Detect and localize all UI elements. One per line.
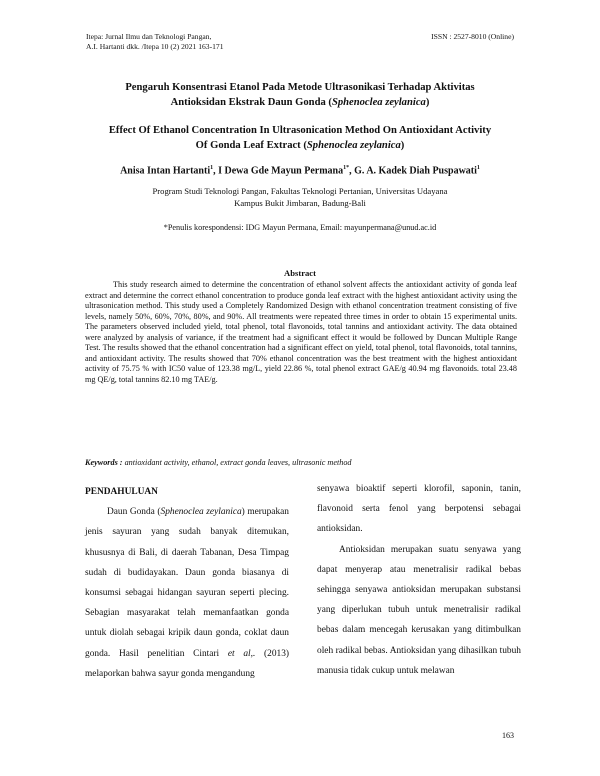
body-paragraph: senyawa bioaktif seperti klorofil, saponin, tanin, flavonoid serta fenol yang berpotensi sebagai antioksidan. (317, 484, 521, 535)
right-column (317, 479, 521, 681)
body-paragraph: Antioksidan merupakan suatu senyawa yang dapat menyerap atau menetralisir radikal bebas sehingga senyawa antioksidan merupakan substansi yang diperlukan tubuh untuk menetralisir radikal bebas dalam mencegah kerusakan yang ditimbulkan oleh radikal bebas. Antioksidan yang dihasilkan tubuh manusia tidak cukup untuk melawan (317, 544, 521, 676)
species-name: Sphenoclea zeylanica (306, 140, 401, 151)
title-en-line1: Effect Of Ethanol Concentration In Ultrasonication Method On Antioxidant Activity (108, 125, 492, 136)
author-name: Anisa Intan Hartanti (120, 165, 211, 177)
title-en-line2: Of Gonda Leaf Extract (Sphenoclea zeylanica) (195, 140, 405, 151)
intro-paragraph: Daun Gonda (Sphenoclea zeylanica) merupakan jenis sayuran yang sudah banyak ditemukan, khususnya di Bali, di daerah Tabanan, Desa Timpag sudah di budidayakan. Daun gonda biasanya di konsumsi sebagai hidangan sayuran seperti plecing. Sebagian masyarakat telah memanfaatkan gonda untuk diolah sebagai kripik daun gonda, coklat daun gonda. Hasil penelitian Cintari et al,. (2013) melaporkan bahwa sayur gonda mengandung (85, 507, 290, 679)
title-id-line1: Pengaruh Konsentrasi Etanol Pada Metode Ultrasonikasi Terhadap Aktivitas (125, 82, 475, 93)
abstract-heading: Abstract (284, 268, 316, 278)
journal-name: Itepa: Jurnal Ilmu dan Teknologi Pangan, (86, 32, 212, 41)
author-list: Anisa Intan Hartanti$^1$, I Dewa Gde Mayun Permana$^{1*}$, G. A. Kadek Diah Puspawati$^1$ (120, 165, 480, 177)
author-name: , G. A. Kadek Diah Puspawati (349, 165, 477, 177)
section-heading: PENDAHULUAN (85, 487, 158, 497)
journal-header (86, 32, 224, 52)
corresponding-author: *Penulis korespondensi: IDG Mayun Permana, Email: mayunpermana@unud.ac.id (163, 223, 437, 232)
affiliation: Program Studi Teknologi Pangan, Fakultas Teknologi Pertanian, Universitas Udayana Kampus Bukit Jimbaran, Badung-Bali (152, 186, 448, 208)
species-name: Sphenoclea zeylanica (331, 97, 426, 108)
keywords-text: antioxidant activity, ethanol, extract gonda leaves, ultrasonic method (122, 458, 352, 467)
title-indonesian (80, 80, 520, 110)
abstract-text: This study research aimed to determine the concentration of ethanol solvent affects the antioxidant activity of gonda leaf extract and determine the correct ethanol concentration to produce gonda leaf extract with the highest antioxidant activity using the ultrasonication method. This study used a Completely Randomized Design with ethanol concentration treatment consisting of five levels, namely 50%, 60%, 70%, 80%, and 90%. All treatments were repeated three times in order to obtain 15 experimental units. The parameters observed included yield, total phenol, total flavonoids, total tannins and antioxidant activity. The data obtained were analyzed by analysis of variance, if the treatment had a significant effect it would be followed by Duncan Multiple Range Test. The results showed that the ethanol concentration had a significant effect on yield, total phenol, total flavonoids, total tannins, and antioxidant activity. The results showed that 70% ethanol concentration was the best treatment with the highest antioxidant activity of 75.75 % with IC50 value of 123.38 mg/L, yield 22.86 %, total phenol extract GAE/g 40.94 mg flavonoids. total 23.48 mg QE/g, total tannins 82.10 mg TAE/g. (85, 280, 517, 384)
citation-line: A.I. Hartanti dkk. /Itepa 10 (2) 2021 163-171 (86, 42, 224, 51)
title-id-line2: Antioksidan Ekstrak Daun Gonda (Sphenoclea zeylanica) (170, 97, 430, 108)
author-name: , I Dewa Gde Mayun Permana (213, 165, 344, 177)
issn-label: ISSN : 2527-8010 (Online) (431, 32, 514, 41)
keywords (85, 457, 517, 468)
page-number: 163 (502, 731, 514, 740)
left-column (85, 480, 289, 684)
keywords-label: Keywords : (85, 458, 123, 467)
title-english (80, 123, 520, 153)
